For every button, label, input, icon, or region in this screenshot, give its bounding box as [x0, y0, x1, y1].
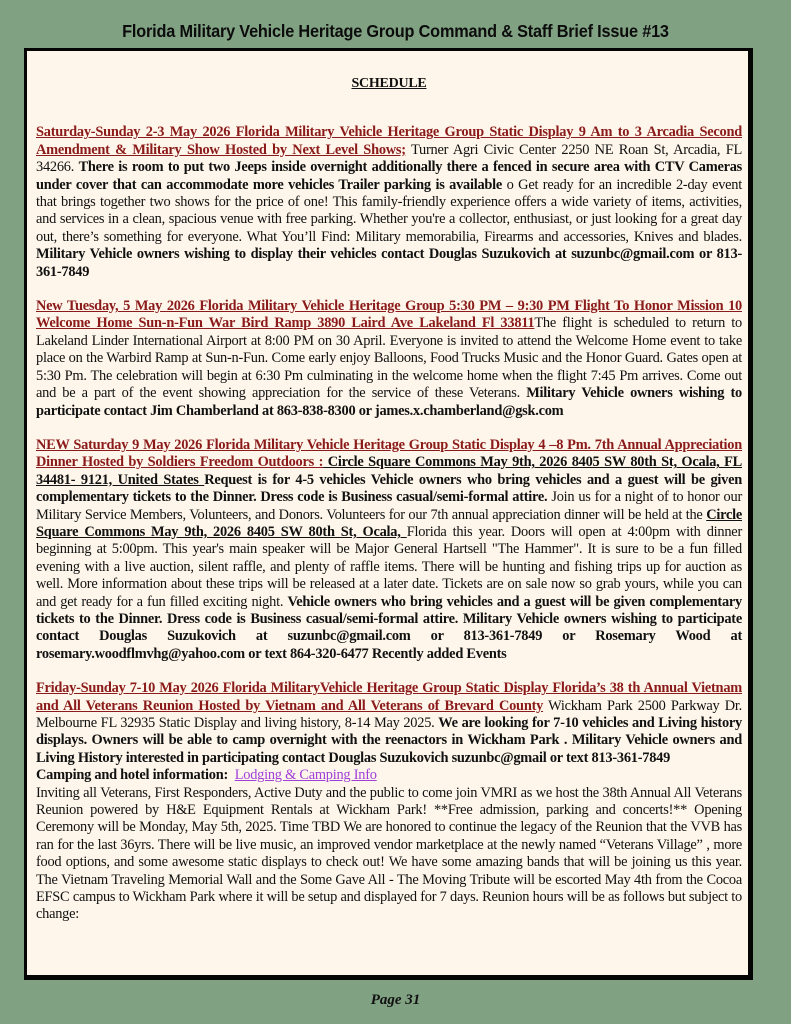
event-item — [36, 680, 742, 924]
event-title: Friday-Sunday 7-10 May 2026 Florida MilitaryVehicle Heritage Group Static Display Florida’s 38 th Annual Vietnam and All Veterans Reunion Hosted by Vietnam and All Veterans of Brevard County — [36, 680, 742, 714]
event-note: Request is for 4-5 vehicles Vehicle owners who bring vehicles and a guest will be given complementary tickets to the Dinner. Dress code is Business casual/semi-formal attire. — [36, 471, 742, 506]
event-description: o Get ready for an incredible 2-day event that brings together two shows for the price of one! This family-friendly experience offers a wide variety of items, activities, and services in a clean, spacious venue with free parking. Whether you're a collector, enthusiast, or just looking for a great day out, there’s something for everyone. What You’ll Find: Military memorabilia, Firearms and accessories, Knives and blades. — [36, 176, 742, 245]
event-item — [36, 124, 742, 281]
event-item — [36, 437, 742, 663]
event-description-continued: Florida this year. Doors will open at 4:00pm with dinner beginning at 5:00pm. This year's main speaker will be Major General Hartsell "The Hammer". It is sure to be a fun filled evening with a live auction, silent raffle, and plenty of raffle items. There will be hunting and fishing trips up for auction as well. More information about these trips will be released at a later date. Tickets are on sale now so grab yours, while you can and get ready for a fun filled exciting night. — [36, 523, 742, 610]
content-body — [36, 51, 742, 924]
event-item — [36, 298, 742, 420]
page-number: Page 31 — [370, 992, 421, 1008]
event-contact: We are looking for 7-10 vehicles and Living history displays. Owners will be able to camp overnight with the reenactors in Wickham Park . Military Vehicle owners and Living History interested in participating contact Douglas Suzukovich suzunbc@gmail or text 813-361-7849 — [36, 715, 742, 766]
event-title: NEW Saturday 9 May 2026 Florida Military Vehicle Heritage Group Static Display 4 –8 Pm. 7th Annual Appreciation Dinner Hosted by Soldiers Freedom Outdoors : — [36, 436, 742, 471]
lodging-camping-link[interactable]: Lodging & Camping Info — [234, 767, 377, 784]
event-location: Wickham Park 2500 Parkway Dr. Melbourne FL 32935 Static Display and living history, 8-14 May 2025. — [36, 697, 743, 731]
event-venue: Circle Square Commons May 9th, 2026 8405 SW 80th St, Ocala, FL 34481- 9121, United States — [36, 454, 742, 488]
event-description: Inviting all Veterans, First Responders, Active Duty and the public to come join VMRI as we host the 38th Annual All Veterans Reunion powered by H&E Equipment Rentals at Wickham Park! **Free admission, parking and concerts!** Opening Ceremony will be Monday, May 5th, 2025. Time TBD We are honored to continue the legacy of the Reunion that the VVB has ran for the last 36yrs. There will be live music, an improved vendor marketplace at the newly named “Veterans Village” , more food options, and some awesome static displays to check out! We have some amazing bands that will be joining us this year. The Vietnam Traveling Memorial Wall and the Some Gave All - The Moving Tribute will be escorted May 4th from the Cocoa EFSC campus to Wickham Park where it will be setup and displayed for 7 days. Reunion hours will be as follows but subject to change: — [36, 784, 742, 923]
camping-label: Camping and hotel information: — [36, 767, 228, 784]
newsletter-masthead: Florida Military Vehicle Heritage Group Command & Staff Brief Issue #13 — [122, 21, 669, 41]
section-heading: SCHEDULE — [351, 76, 427, 91]
event-description: The flight is scheduled to return to Lakeland Linder International Airport at 8:00 PM on 30 April. Everyone is invited to attend the Welcome Home event to take place on the Warbird Ramp at Sun-n-Fun. Come early enjoy Balloons, Food Trucks Music and the Honor Guard. Gates open at 5:30 Pm. The celebration will begin at 6:30 Pm culminating in the welcome home when the flight 7:45 Pm arrives. Come out and be a part of the event showing appreciation for the service of these Veterans. — [36, 315, 742, 402]
event-location: Turner Agri Civic Center 2250 NE Roan St, Arcadia, FL 34266. — [36, 141, 742, 176]
event-venue-secondary: Circle Square Commons May 9th, 2026 8405 SW 80th St, Ocala, — [36, 506, 742, 540]
content-panel — [24, 48, 753, 980]
event-description: Join us for a night of to honor our Military Service Members, Volunteers, and Donors. Volunteers for our 7th annual appreciation dinner will be held at the — [36, 489, 742, 523]
event-contact: Military Vehicle owners wishing to display their vehicles contact Douglas Suzukovich at suzunbc@gmail.com or 813-361-7849 — [36, 246, 742, 280]
event-title: Saturday-Sunday 2-3 May 2026 Florida Military Vehicle Heritage Group Static Display 9 Am to 3 Arcadia Second Amendment & Military Show Hosted by Next Level Shows; — [36, 124, 742, 158]
event-contact: Vehicle owners who bring vehicles and a guest will be given complementary tickets to the Dinner. Dress code is Business casual/semi-formal attire. Military Vehicle owners wishing to participate contact Douglas Suzukovich at suzunbc@gmail.com or 813-361-7849 or Rosemary Wood at rosemary.woodflmvhg@yahoo.com or text 864-320-6477 Recently added Events — [36, 593, 742, 662]
event-note: There is room to put two Jeeps inside overnight additionally there a fenced in secure area with CTV Cameras under cover that can accommodate more vehicles Trailer parking is available — [36, 159, 743, 193]
event-title: New Tuesday, 5 May 2026 Florida Military Vehicle Heritage Group 5:30 PM – 9:30 PM Flight To Honor Mission 10 Welcome Home Sun-n-Fun War Bird Ramp 3890 Laird Ave Lakeland Fl 33811 — [36, 298, 742, 332]
event-contact: Military Vehicle owners wishing to participate contact Jim Chamberland at 863-838-8300 or james.x.chamberland@gsk.com — [36, 385, 742, 419]
